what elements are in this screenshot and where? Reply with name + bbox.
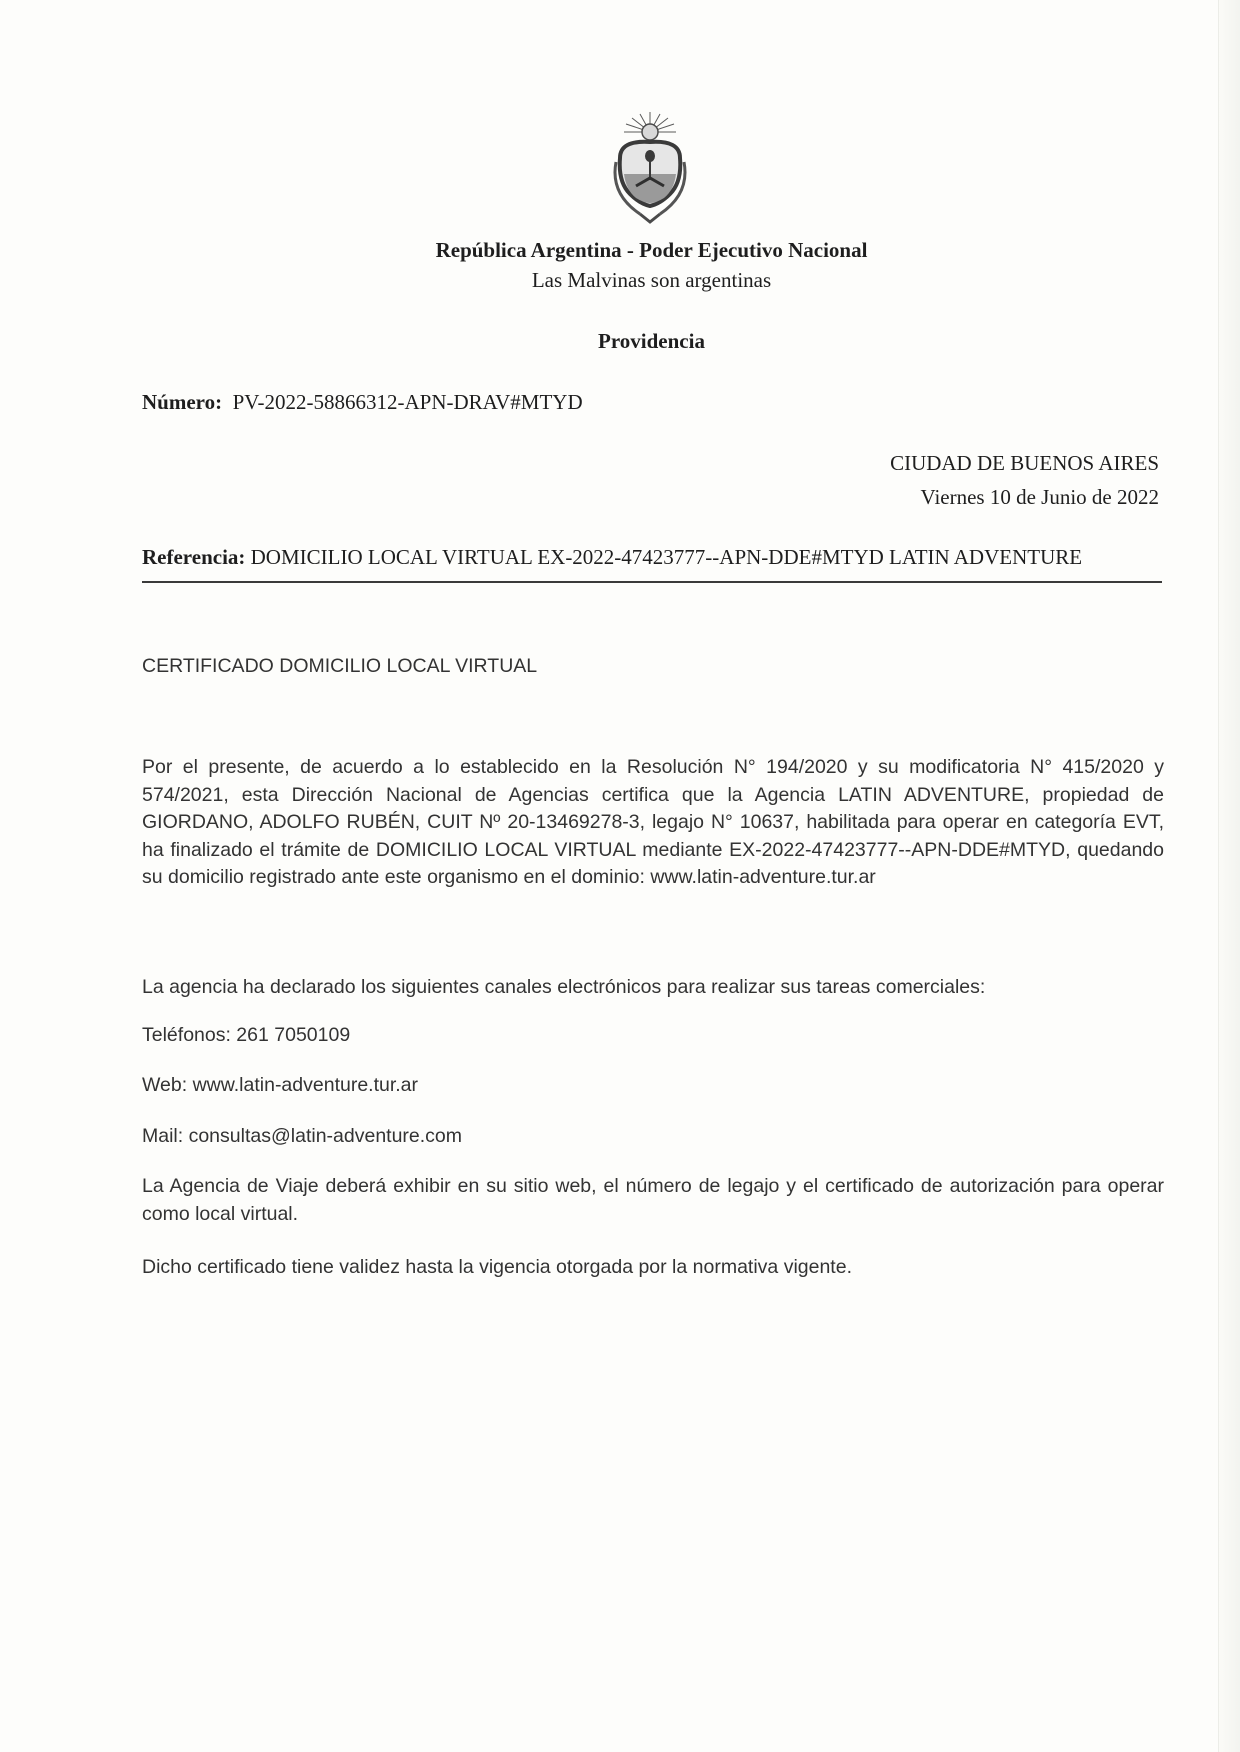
referencia-value: DOMICILIO LOCAL VIRTUAL EX-2022-47423777--APN-DDE#MTYD LATIN ADVENTURE [250,545,1083,569]
referencia-label: Referencia: [142,545,246,569]
channels-intro: La agencia ha declarado los siguientes canales electrónicos para realizar sus tareas comerciales: [142,976,986,998]
numero-line [142,389,583,415]
numero-label: Número: [142,390,223,414]
numero-value: PV-2022-58866312-APN-DRAV#MTYD [232,390,583,414]
referencia-line [142,544,1082,570]
divider [142,581,1162,583]
mail-line: Mail: consultas@latin-adventure.com [142,1125,463,1147]
main-paragraph: Por el presente, de acuerdo a lo establecido en la Resolución N° 194/2020 y su modificatoria N° 415/2020 y 574/2021, esta Dirección Nacional de Agencias certifica que la Agencia LATIN ADVENTURE, propiedad de GIORDANO, ADOLFO RUBÉN, CUIT Nº 20-13469278-3, legajo N° 10637, habilitada para operar en categoría EVT, ha finalizado el trámite de DOMICILIO LOCAL VIRTUAL mediante EX-2022-47423777--APN-DDE#MTYD, quedando su domicilio registrado ante este organismo en el dominio: www.latin-adventure.tur.ar [142,756,1164,888]
header-subtitle: Las Malvinas son argentinas [531,268,772,292]
argentina-coat-of-arms-icon [610,110,690,242]
phone-line: Teléfonos: 261 7050109 [142,1024,351,1046]
validity-line: Dicho certificado tiene validez hasta la vigencia otorgada por la normativa vigente. [142,1256,852,1278]
header-title: República Argentina - Poder Ejecutivo Nacional [435,238,868,262]
place: CIUDAD DE BUENOS AIRES [890,451,1159,475]
date: Viernes 10 de Junio de 2022 [920,485,1159,509]
certificate-heading: CERTIFICADO DOMICILIO LOCAL VIRTUAL [142,655,538,677]
document-type: Providencia [598,329,705,353]
web-line: Web: www.latin-adventure.tur.ar [142,1074,419,1096]
obligation-paragraph: La Agencia de Viaje deberá exhibir en su sitio web, el número de legajo y el certificado de autorización para operar como local virtual. [142,1175,1164,1225]
